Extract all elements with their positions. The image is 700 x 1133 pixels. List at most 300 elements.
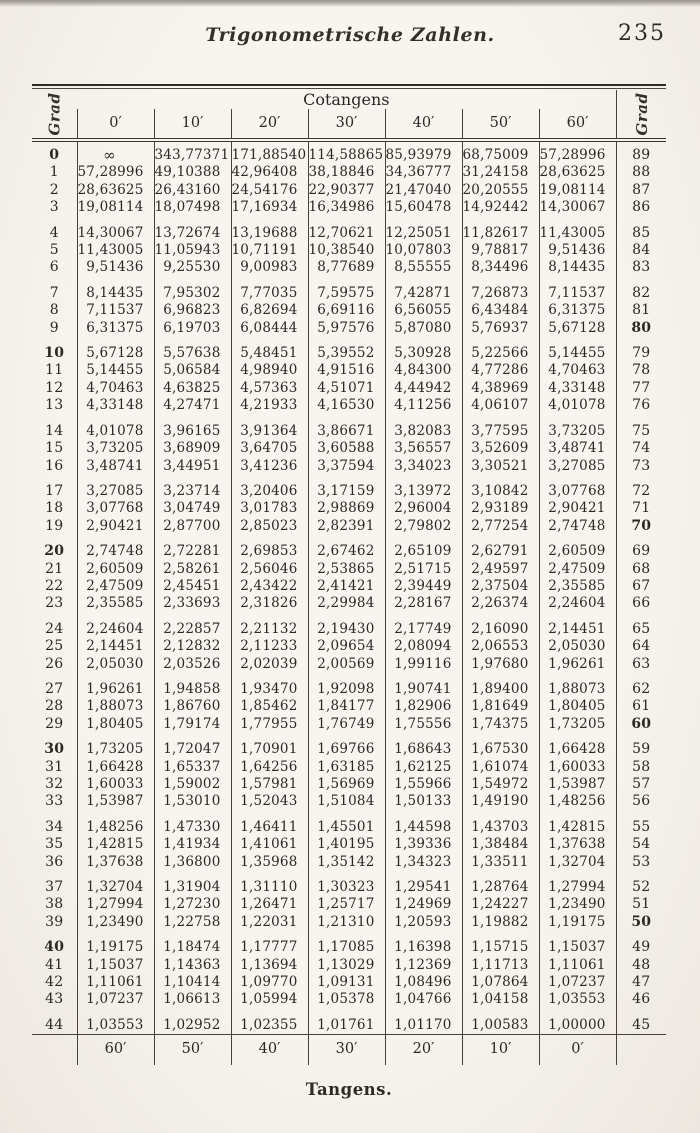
cotangent-value: 2,02039	[231, 656, 308, 673]
degree-left: 20	[44, 543, 65, 560]
cotangent-value: 34,36777	[385, 164, 462, 181]
cotangent-value: 16,34986	[308, 199, 385, 216]
footer-spacer-left	[32, 1035, 77, 1066]
table-row	[32, 811, 666, 836]
cotangent-value: 1,41061	[231, 836, 308, 853]
cotangent-value: 1,51084	[308, 793, 385, 810]
cotangent-value: 2,24604	[77, 613, 154, 638]
cotangent-value: 3,20406	[231, 475, 308, 500]
cotangent-value: 1,46411	[231, 811, 308, 836]
cotangent-value: 1,27994	[77, 896, 154, 913]
cotangent-value: 2,31826	[231, 595, 308, 612]
minutes-header-row	[32, 109, 666, 140]
cotangent-value: 13,19688	[231, 217, 308, 242]
cotangent-value: 2,17749	[385, 613, 462, 638]
cotangent-value: 2,53865	[308, 561, 385, 578]
cotangent-value: 1,37638	[77, 854, 154, 871]
minute-footer: 30′	[308, 1035, 385, 1066]
table-row	[32, 535, 666, 560]
cotangent-value: 7,11537	[539, 277, 616, 302]
cotangent-value: 1,65337	[154, 759, 231, 776]
cotangent-value: 6,19703	[154, 320, 231, 337]
cotangent-value: 68,75009	[462, 140, 539, 164]
degree-left: 10	[44, 345, 65, 362]
cotangent-value: 4,77286	[462, 362, 539, 379]
cotangent-value: 1,27994	[539, 871, 616, 896]
cotangent-value: 1,94858	[154, 673, 231, 698]
cotangent-value: 85,93979	[385, 140, 462, 164]
cotangent-value: 7,42871	[385, 277, 462, 302]
cotangent-value: 1,13029	[308, 957, 385, 974]
cotangent-value: 1,23490	[77, 914, 154, 931]
degree-right: 52	[616, 871, 666, 896]
cotangent-value: 9,51436	[539, 242, 616, 259]
degree-left: 7	[49, 284, 59, 301]
cotangent-value: 9,25530	[154, 259, 231, 276]
degree-left: 12	[45, 379, 64, 396]
table-row	[32, 380, 666, 397]
degree-right: 51	[616, 896, 666, 913]
cotangent-value: 3,96165	[154, 415, 231, 440]
function-header-row	[32, 90, 666, 109]
cotangent-value: 2,22857	[154, 613, 231, 638]
cotangent-value: 10,38540	[308, 242, 385, 259]
cotangent-value: 1,23490	[539, 896, 616, 913]
degree-right: 58	[616, 759, 666, 776]
table-row	[32, 578, 666, 595]
table-row	[32, 896, 666, 913]
cotangent-value: 3,44951	[154, 458, 231, 475]
cotangent-value: 1,24969	[385, 896, 462, 913]
cotangent-value: 2,90421	[539, 500, 616, 517]
degree-left: 3	[49, 199, 59, 216]
cotangent-value: 8,14435	[539, 259, 616, 276]
cotangent-value: 6,56055	[385, 302, 462, 319]
cotangent-value: 1,16398	[385, 931, 462, 956]
cotangent-value: 1,60033	[77, 776, 154, 793]
cotangent-value: 2,43422	[231, 578, 308, 595]
cotangent-value: 7,77035	[231, 277, 308, 302]
cotangent-value: 22,90377	[308, 182, 385, 199]
cotangent-value: 1,31904	[154, 871, 231, 896]
degree-right: 73	[616, 458, 666, 475]
cotangent-value: 1,41934	[154, 836, 231, 853]
cotangent-value: 1,69766	[308, 733, 385, 758]
cotangent-value: 4,27471	[154, 397, 231, 414]
cotangent-value: 13,72674	[154, 217, 231, 242]
cotangent-value: 4,57363	[231, 380, 308, 397]
degree-left: 29	[45, 715, 64, 732]
cotangent-value: 1,44598	[385, 811, 462, 836]
cotangent-value: 3,10842	[462, 475, 539, 500]
cotangent-value: 4,38969	[462, 380, 539, 397]
cotangent-value: 2,87700	[154, 518, 231, 535]
cotangent-value: 2,12832	[154, 638, 231, 655]
cotangent-value: 3,77595	[462, 415, 539, 440]
cotangent-value: 1,29541	[385, 871, 462, 896]
cotangent-value: 1,55966	[385, 776, 462, 793]
degree-left: 18	[45, 500, 64, 517]
cotangent-value: 4,33148	[77, 397, 154, 414]
degree-left: 28	[45, 698, 64, 715]
degree-right: 61	[616, 698, 666, 715]
cotangent-value: 2,28167	[385, 595, 462, 612]
table-row	[32, 277, 666, 302]
cotangent-value: 3,37594	[308, 458, 385, 475]
cotangent-value: 3,86671	[308, 415, 385, 440]
cotangent-value: 1,88073	[539, 673, 616, 698]
cotangent-value: 5,14455	[539, 337, 616, 362]
cotangent-value: 1,68643	[385, 733, 462, 758]
cotangent-value: 2,21132	[231, 613, 308, 638]
degree-left: 30	[44, 741, 65, 758]
cotangent-value: 6,43484	[462, 302, 539, 319]
table-row	[32, 320, 666, 337]
cotangent-value: 2,69853	[231, 535, 308, 560]
cotangent-value: 11,82617	[462, 217, 539, 242]
cotangent-value: 3,30521	[462, 458, 539, 475]
degree-right: 46	[616, 991, 666, 1008]
cotangent-value: ∞	[77, 140, 154, 164]
degree-left: 4	[49, 224, 59, 241]
degree-left: 32	[45, 776, 64, 792]
table-row	[32, 140, 666, 164]
cotangent-value: 4,98940	[231, 362, 308, 379]
cotangent-value: 4,16530	[308, 397, 385, 414]
cotangent-value: 1,77955	[231, 716, 308, 733]
cotangent-value: 2,26374	[462, 595, 539, 612]
cotangent-value: 1,04766	[385, 991, 462, 1008]
degree-left: 21	[45, 560, 64, 577]
degree-right: 59	[616, 733, 666, 758]
cotangent-value: 1,22031	[231, 914, 308, 931]
table-row	[32, 415, 666, 440]
cotangent-value: 1,73205	[539, 716, 616, 733]
cotangent-value: 18,07498	[154, 199, 231, 216]
cotangent-value: 1,15037	[77, 957, 154, 974]
cotangent-value: 5,39552	[308, 337, 385, 362]
cotangent-value: 3,48741	[77, 458, 154, 475]
cotangent-values-table	[32, 90, 666, 1065]
table-row	[32, 957, 666, 974]
degree-right: 60	[616, 716, 666, 733]
cotangent-value: 8,14435	[77, 277, 154, 302]
cotangent-value: 1,63185	[308, 759, 385, 776]
cotangent-value: 57,28996	[77, 164, 154, 181]
cotangent-value: 1,30323	[308, 871, 385, 896]
cotangent-value: 171,88540	[231, 140, 308, 164]
degree-right: 89	[616, 140, 666, 164]
table-row	[32, 475, 666, 500]
cotangent-value: 8,55555	[385, 259, 462, 276]
degree-right: 85	[616, 217, 666, 242]
footer-spacer-right	[616, 1035, 666, 1066]
cotangent-value: 1,19175	[539, 914, 616, 931]
minute-header: 30′	[308, 109, 385, 140]
degree-left: 37	[45, 879, 64, 896]
cotangent-value: 2,33693	[154, 595, 231, 612]
cotangent-value: 8,77689	[308, 259, 385, 276]
cotangent-value: 1,47330	[154, 811, 231, 836]
cotangent-value: 1,08496	[385, 974, 462, 991]
table-row	[32, 561, 666, 578]
table-row	[32, 1009, 666, 1035]
cotangent-value: 1,67530	[462, 733, 539, 758]
cotangent-value: 3,91364	[231, 415, 308, 440]
cotangent-value: 5,30928	[385, 337, 462, 362]
cotangent-value: 1,02355	[231, 1009, 308, 1035]
cotangent-value: 1,59002	[154, 776, 231, 793]
minute-header: 10′	[154, 109, 231, 140]
cotangent-value: 20,20555	[462, 182, 539, 199]
cotangent-value: 1,70901	[231, 733, 308, 758]
degree-right: 56	[616, 793, 666, 810]
degree-right: 53	[616, 854, 666, 871]
cotangent-value: 12,70621	[308, 217, 385, 242]
cotangent-value: 1,61074	[462, 759, 539, 776]
cotangent-value: 6,96823	[154, 302, 231, 319]
cotangent-value: 5,97576	[308, 320, 385, 337]
table-row	[32, 974, 666, 991]
cotangent-value: 3,52609	[462, 440, 539, 457]
degree-left: 23	[45, 595, 64, 612]
degree-right: 78	[616, 362, 666, 379]
degree-right: 88	[616, 164, 666, 181]
degree-left: 41	[45, 956, 64, 973]
degree-left: 14	[45, 422, 64, 439]
table-row	[32, 759, 666, 776]
degree-right: 63	[616, 656, 666, 673]
cotangent-value: 5,22566	[462, 337, 539, 362]
cotangent-value: 1,64256	[231, 759, 308, 776]
cotangent-value: 2,14451	[539, 613, 616, 638]
cotangent-value: 2,62791	[462, 535, 539, 560]
degree-right: 57	[616, 776, 666, 793]
scan-edge-shadow	[0, 0, 700, 7]
cotangent-value: 38,18846	[308, 164, 385, 181]
cotangent-value: 1,14363	[154, 957, 231, 974]
cotangent-value: 5,48451	[231, 337, 308, 362]
cotangent-value: 1,01761	[308, 1009, 385, 1035]
cotangent-value: 2,72281	[154, 535, 231, 560]
cotangent-value: 1,18474	[154, 931, 231, 956]
cotangent-value: 1,52043	[231, 793, 308, 810]
degree-right: 72	[616, 475, 666, 500]
cotangent-value: 1,31110	[231, 871, 308, 896]
cotangent-value: 19,08114	[539, 182, 616, 199]
cotangent-value: 11,05943	[154, 242, 231, 259]
cotangent-value: 1,19882	[462, 914, 539, 931]
cotangent-value: 2,77254	[462, 518, 539, 535]
cotangent-value: 1,49190	[462, 793, 539, 810]
cotangent-value: 4,01078	[539, 397, 616, 414]
cotangent-value: 1,35968	[231, 854, 308, 871]
cotangent-value: 9,00983	[231, 259, 308, 276]
cotangent-value: 8,34496	[462, 259, 539, 276]
degree-right: 65	[616, 613, 666, 638]
cotangent-value: 1,42815	[77, 836, 154, 853]
tangens-caption: Tangens.	[305, 1080, 393, 1099]
degree-left: 26	[45, 655, 64, 672]
cotangent-value: 1,73205	[77, 733, 154, 758]
cotangent-value: 1,15037	[539, 931, 616, 956]
degree-right: 54	[616, 836, 666, 853]
table-row	[32, 440, 666, 457]
cotangent-value: 1,81649	[462, 698, 539, 715]
cotangent-value: 10,07803	[385, 242, 462, 259]
cotangent-value: 1,06613	[154, 991, 231, 1008]
cotangent-value: 1,22758	[154, 914, 231, 931]
table-row	[32, 776, 666, 793]
table-row	[32, 362, 666, 379]
cotangent-value: 3,27085	[77, 475, 154, 500]
degree-right: 49	[616, 931, 666, 956]
cotangent-value: 1,01170	[385, 1009, 462, 1035]
table-row	[32, 733, 666, 758]
cotangent-value: 11,43005	[539, 217, 616, 242]
degree-left: 17	[45, 482, 64, 499]
table-row	[32, 673, 666, 698]
cotangent-value: 1,32704	[539, 854, 616, 871]
cotangent-value: 4,70463	[539, 362, 616, 379]
cotangent-value: 1,57981	[231, 776, 308, 793]
table-row	[32, 302, 666, 319]
cotangent-value: 3,01783	[231, 500, 308, 517]
degree-left: 34	[45, 818, 64, 835]
degree-left: 31	[45, 758, 64, 775]
cotangent-value: 1,35142	[308, 854, 385, 871]
cotangent-value: 9,51436	[77, 259, 154, 276]
cotangent-value: 4,91516	[308, 362, 385, 379]
cotangent-value: 1,43703	[462, 811, 539, 836]
minute-header: 20′	[231, 109, 308, 140]
cotangent-value: 1,66428	[77, 759, 154, 776]
cotangent-value: 1,89400	[462, 673, 539, 698]
table-row	[32, 199, 666, 216]
cotangent-value: 9,78817	[462, 242, 539, 259]
minute-footer: 40′	[231, 1035, 308, 1066]
cotangent-value: 1,07864	[462, 974, 539, 991]
cotangent-value: 24,54176	[231, 182, 308, 199]
degree-left: 22	[45, 577, 64, 594]
cotangent-value: 2,60509	[539, 535, 616, 560]
degree-right: 50	[616, 914, 666, 931]
cotangent-value: 1,48256	[77, 811, 154, 836]
degree-right: 74	[616, 440, 666, 457]
grad-label-right: Grad	[632, 92, 651, 136]
table-row	[32, 914, 666, 931]
cotangent-value: 1,21310	[308, 914, 385, 931]
cotangent-value: 1,45501	[308, 811, 385, 836]
degree-right: 80	[616, 320, 666, 337]
cotangent-value: 5,76937	[462, 320, 539, 337]
cotangent-value: 1,38484	[462, 836, 539, 853]
cotangent-value: 31,24158	[462, 164, 539, 181]
minute-footer: 20′	[385, 1035, 462, 1066]
cotangent-value: 1,20593	[385, 914, 462, 931]
cotangent-value: 1,96261	[539, 656, 616, 673]
cotangent-value: 4,21933	[231, 397, 308, 414]
degree-left: 33	[45, 793, 64, 810]
cotangent-value: 3,73205	[539, 415, 616, 440]
cotangent-value: 2,03526	[154, 656, 231, 673]
cotangent-value: 1,39336	[385, 836, 462, 853]
cotangent-value: 1,05378	[308, 991, 385, 1008]
cotangent-value: 2,24604	[539, 595, 616, 612]
cotangent-value: 4,06107	[462, 397, 539, 414]
cotangent-value: 3,60588	[308, 440, 385, 457]
table-row	[32, 698, 666, 715]
cotangent-value: 1,28764	[462, 871, 539, 896]
degree-left: 39	[45, 913, 64, 930]
cotangent-value: 2,98869	[308, 500, 385, 517]
table-row	[32, 793, 666, 810]
degree-right: 84	[616, 242, 666, 259]
cotangent-value: 2,35585	[77, 595, 154, 612]
minute-footer: 0′	[539, 1035, 616, 1066]
degree-right: 76	[616, 397, 666, 414]
cotangent-value: 1,76749	[308, 716, 385, 733]
cotangent-value: 2,79802	[385, 518, 462, 535]
cotangent-value: 1,17777	[231, 931, 308, 956]
degree-left: 5	[49, 242, 59, 259]
grad-header-right	[616, 90, 666, 140]
cotangent-value: 1,60033	[539, 759, 616, 776]
cotangent-value: 4,44942	[385, 380, 462, 397]
cotangent-value: 1,04158	[462, 991, 539, 1008]
cotangent-value: 2,47509	[539, 561, 616, 578]
cotangent-value: 1,53010	[154, 793, 231, 810]
table-row	[32, 164, 666, 181]
degree-right: 79	[616, 337, 666, 362]
cotangent-value: 2,05030	[77, 656, 154, 673]
cotangent-value: 1,03553	[77, 1009, 154, 1035]
cotangent-value: 7,11537	[77, 302, 154, 319]
cotangent-value: 14,30067	[77, 217, 154, 242]
cotangent-value: 1,53987	[539, 776, 616, 793]
cotangent-value: 1,93470	[231, 673, 308, 698]
cotangent-value: 4,33148	[539, 380, 616, 397]
degree-left: 11	[45, 362, 64, 379]
cotangent-value: 7,95302	[154, 277, 231, 302]
degree-left: 35	[45, 836, 64, 853]
cotangent-value: 2,60509	[77, 561, 154, 578]
degree-right: 66	[616, 595, 666, 612]
table-row	[32, 182, 666, 199]
cotangent-table	[32, 84, 666, 1065]
table-row	[32, 242, 666, 259]
top-rule-thin	[32, 88, 666, 89]
cotangent-value: 5,14455	[77, 362, 154, 379]
cotangent-value: 1,80405	[77, 716, 154, 733]
cotangent-value: 2,06553	[462, 638, 539, 655]
cotangent-value: 1,15715	[462, 931, 539, 956]
cotangent-value: 2,05030	[539, 638, 616, 655]
cotangent-value: 2,96004	[385, 500, 462, 517]
table-row	[32, 716, 666, 733]
table-row	[32, 991, 666, 1008]
minute-footer: 10′	[462, 1035, 539, 1066]
cotangent-value: 1,17085	[308, 931, 385, 956]
degree-right: 69	[616, 535, 666, 560]
degree-left: 19	[45, 517, 64, 534]
table-row	[32, 500, 666, 517]
table-row	[32, 613, 666, 638]
cotangent-value: 2,65109	[385, 535, 462, 560]
cotangent-value: 7,26873	[462, 277, 539, 302]
cotangent-value: 3,41236	[231, 458, 308, 475]
cotangent-value: 12,25051	[385, 217, 462, 242]
